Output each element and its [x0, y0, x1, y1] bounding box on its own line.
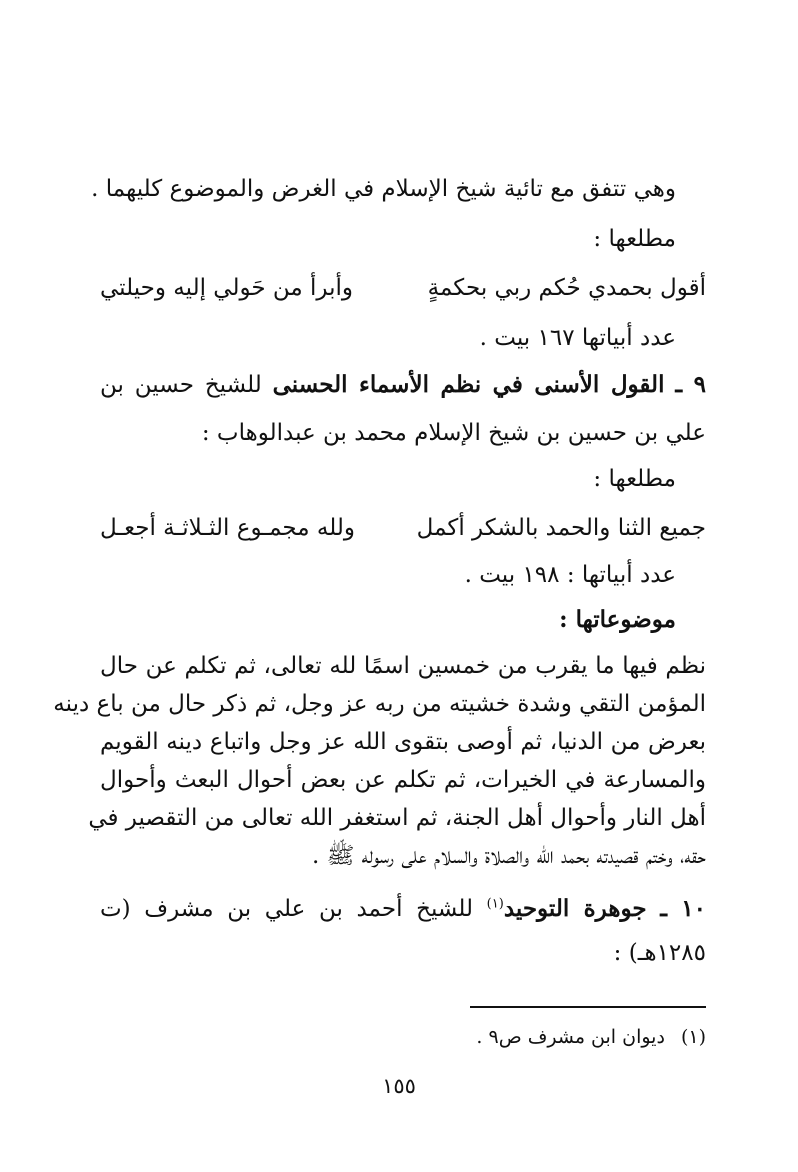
- item-10-title: جوهرة التوحيد: [503, 895, 647, 922]
- paragraph-line: نظم فيها ما يقرب من خمسين اسمًا لله تعالى، ثم تكلم عن حال: [100, 653, 706, 679]
- footnote: [476, 1024, 706, 1050]
- verse-2-second-hemistich: ولله مجمـوع الثـلاثـة أجعـل: [100, 515, 355, 541]
- item-10-number: ١٠ ـ: [660, 895, 706, 922]
- verse-2: [100, 512, 706, 544]
- verse-count: عدد أبياتها : ١٩٨ بيت .: [464, 562, 676, 588]
- footnote-divider: [470, 1006, 706, 1008]
- verse-1-second-hemistich: وأبرأ من حَولي إليه وحيلتي: [100, 275, 353, 301]
- footnote-text: ديوان ابن مشرف ص٩ .: [476, 1026, 665, 1048]
- item-10-author: للشيخ أحمد بن علي بن مشرف (ت: [100, 896, 474, 922]
- page-number: ١٥٥: [382, 1074, 416, 1098]
- paragraph-line: المؤمن التقي وشدة خشيته من ربه عز وجل، ثم ذكر حال من باع دينه: [53, 691, 706, 717]
- verse-2-first-hemistich: جميع الثنا والحمد بالشكر أكمل: [416, 515, 706, 541]
- verse-count: عدد أبياتها ١٦٧ بيت .: [479, 325, 676, 351]
- paragraph-line: والمسارعة في الخيرات، ثم تكلم عن بعض أحوال البعث وأحوال: [100, 767, 706, 793]
- footnote-number: (١): [680, 1026, 706, 1048]
- item-9-author: للشيخ حسين بن: [100, 372, 262, 398]
- paragraph-line: حقه، وختم قصيدته بحمد الله والصلاة والسلام على رسوله ﷺ .: [311, 843, 706, 869]
- intro-line: وهي تتفق مع تائية شيخ الإسلام في الغرض والموضوع كليهما .: [91, 176, 676, 202]
- footnote-reference: (١): [486, 896, 504, 912]
- paragraph-line: بعرض من الدنيا، ثم أوصى بتقوى الله عز وجل واتباع دينه القويم: [100, 729, 706, 755]
- opening-verse-label: مطلعها :: [593, 226, 676, 252]
- item-9-number: ٩ ـ: [675, 371, 707, 398]
- verse-1: [100, 272, 706, 304]
- topics-label: موضوعاتها :: [559, 606, 676, 633]
- item-10-date: ١٢٨٥هـ) :: [613, 940, 706, 966]
- paragraph-line: أهل النار وأحوال أهل الجنة، ثم استغفر الله تعالى من التقصير في: [88, 805, 706, 831]
- item-9-title: القول الأسنى في نظم الأسماء الحسنى: [272, 371, 665, 398]
- item-9-heading: [100, 370, 706, 400]
- verse-1-first-hemistich: أقول بحمدي حُكم ربي بحكمةٍ: [427, 275, 706, 301]
- item-10-heading: [100, 894, 706, 924]
- opening-verse-label: مطلعها :: [593, 466, 676, 492]
- item-9-author-continued: علي بن حسين بن شيخ الإسلام محمد بن عبدالوهاب :: [201, 420, 706, 446]
